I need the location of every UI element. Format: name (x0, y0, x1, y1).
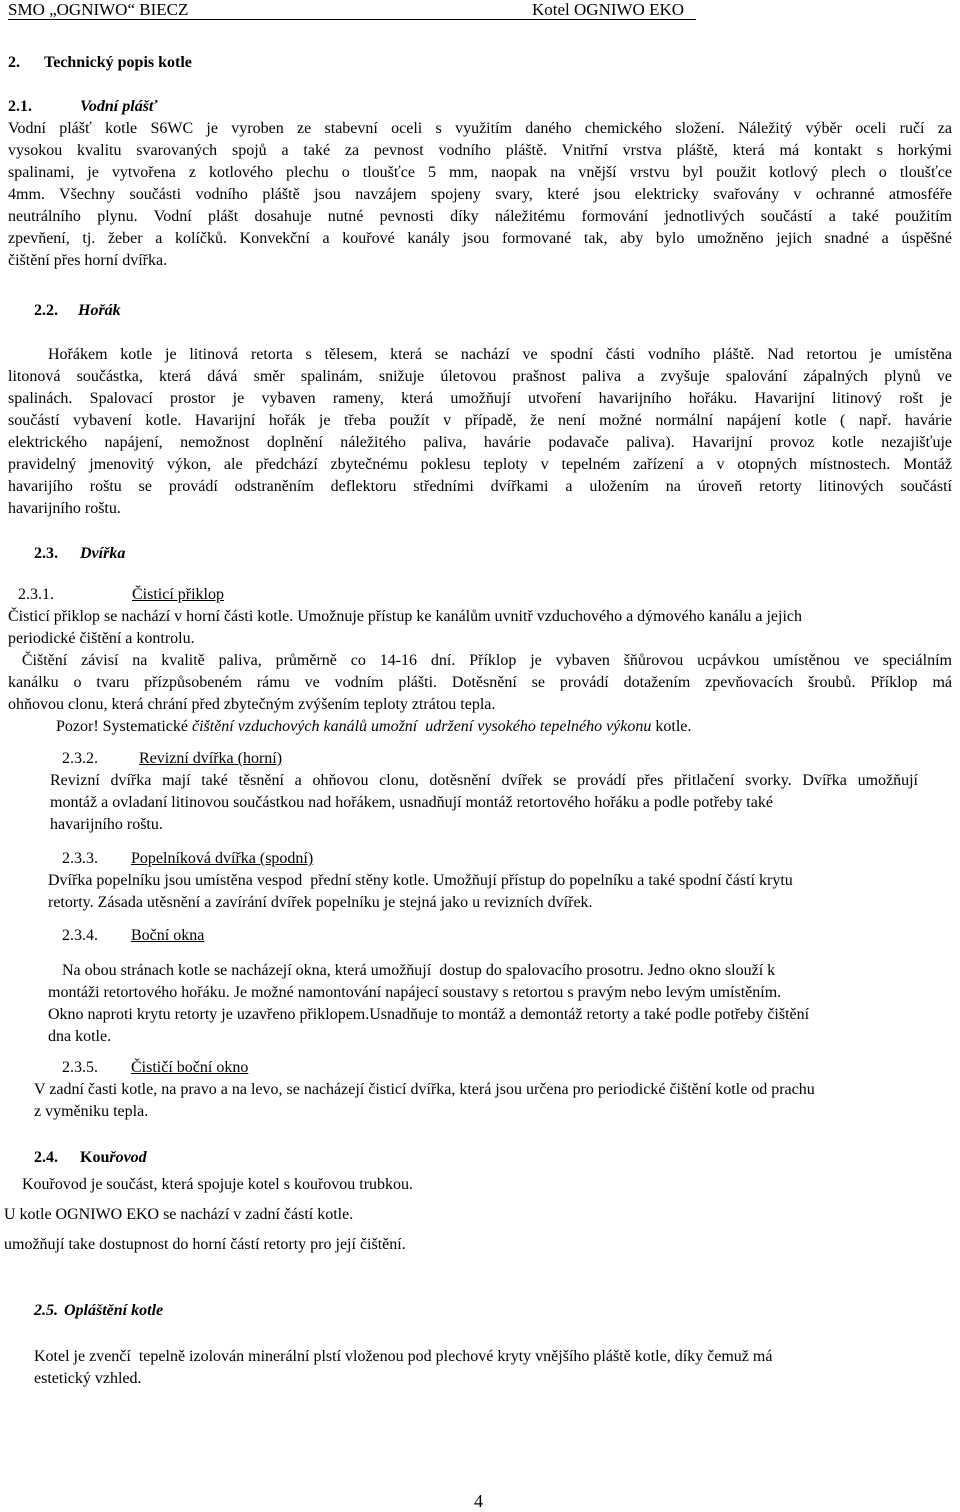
paragraph-line: Revizní dvířka mají také těsnění a ohňovou clonu, dotěsnění dvířek se provádí přes přitlačení svorky. Dvířka umožňují (50, 772, 918, 789)
section-number: 2. (8, 54, 20, 71)
paragraph-line: zpevňení, tj. žeber a kolíčků. Konvekční a kouřové kanály jsou formované tak, aby bylo umožněno jejich snadné a úspěšné (8, 230, 952, 247)
section-2-1-body (8, 118, 952, 272)
section-2-3-2-heading (62, 748, 283, 770)
note-prefix: Pozor! Systematické (56, 718, 192, 735)
paragraph-line: 4mm. Všechny součásti vodního pláště jsou navzájem spojeny svary, které jsou elektricky svařovány v ochranné atmosféře (8, 186, 952, 203)
paragraph-line: V zadní časti kotle, na pravo a na levo, se nacházejí čisticí dvířka, která jsou určena pro periodické čištění kotle od prachu (34, 1081, 815, 1098)
section-2-5-body (34, 1346, 952, 1390)
note-emphasis: čištění vzduchových kanálů umožní udržení vysokého tepelného výkonu (191, 718, 652, 735)
section-number: 2.2. (34, 302, 58, 319)
paragraph-line: Kouřovod je součást, která spojuje kotel s kouřovou trubkou. (22, 1176, 414, 1193)
header-rule (8, 19, 696, 20)
section-title: Boční okna (131, 927, 205, 944)
paragraph-line: montáž a ovladaní litinovou součástkou nad hořákem, usnadňují montáž retortového hořáku a podle potřeby také (50, 794, 773, 811)
section-2-3-2-body (50, 770, 918, 836)
paragraph-line: Okno naproti krytu retorty je uzavřeno přiklopem.Usnadňuje to montáž a demontáž retorty a také podle potřeby čištění (48, 1006, 810, 1023)
section-2-3-4-heading (62, 925, 205, 947)
section-2-3-1-body (8, 606, 952, 738)
paragraph-line: Vodní plášť kotle S6WC je vyroben ze stabevní oceli s využitím daného chemického složení. Náležitý výběr oceli ručí za (8, 120, 952, 137)
section-number: 2.3.1. (18, 586, 54, 603)
paragraph-line: Kotel je zvenčí tepelně izolován minerální plstí vloženou pod plechové kryty vnějšího pláště kotle, díky čemuž má (34, 1348, 773, 1365)
section-title: Dvířka (80, 545, 126, 562)
paragraph-line: U kotle OGNIWO EKO se nachází v zadní částí kotle. (4, 1206, 354, 1223)
section-title (80, 1147, 147, 1169)
section-title: Hořák (78, 302, 121, 319)
section-title: Čisticí přiklop (132, 586, 224, 603)
paragraph-line: Dvířka popelníku jsou umístěna vespod přední stěny kotle. Umožňují přístup do popelníku a také spodní částí krytu (48, 872, 793, 889)
paragraph-line: retorty. Zásada utěsnění a zavírání dvířek popelníku je stejná jako u revizních dvířek. (48, 894, 593, 911)
section-2-1-heading (8, 96, 158, 118)
header-left: SMO „OGNIWO“ BIECZ (8, 0, 189, 19)
paragraph-line: Čištění závisí na kvalitě paliva, průměrně co 14-16 dní. Příklop je vybaven šňůrovou ucpávkou umístěnou ve speciálním (8, 652, 952, 669)
paragraph-line: čištění přes horní dvířka. (8, 252, 168, 269)
paragraph-line: periodické čištění a kontrolu. (8, 630, 195, 647)
paragraph-line: havarijího roštu se provádí odstraněním deflektoru středními dvířkami a uložením na úroveň retorty litinových součástí (8, 478, 952, 495)
section-title: Popelníková dvířka (spodní) (131, 850, 314, 867)
section-2-4-body (4, 1174, 944, 1256)
section-2-2-body (8, 344, 952, 520)
header-right: Kotel OGNIWO EKO (532, 0, 685, 19)
section-number: 2.3.4. (62, 927, 98, 944)
section-2-3-4-body (48, 960, 952, 1048)
paragraph-line: montáži retortového hořáku. Je možné namontování napájecí soustavy s retortou s pravým nebo levým umístěním. (48, 984, 782, 1001)
note-line (8, 716, 952, 738)
page-header (8, 0, 708, 22)
section-title: Vodní plášť (80, 98, 158, 115)
section-title: Revizní dvířka (horní) (139, 750, 283, 767)
note-suffix: kotle. (651, 718, 692, 735)
paragraph-line: Na obou stránach kotle se nacházejí okna, která umožňují dostup do spalovacího prosotru. Jedno okno slouží k (62, 962, 776, 979)
paragraph-line: ohňovou clonu, která chrání před zbytečným zvýšením teploty ztrátou tepla. (8, 696, 496, 713)
section-title: Technický popis kotle (44, 54, 192, 71)
paragraph-line: vysokou kvalitu svarovaných spojů a také za pevnost vodního pláště. Vnitřní vrstva pláště, která má kontakt s horkými (8, 142, 952, 159)
paragraph-line: Hořákem kotle je litinová retorta s tělesem, která se nachází ve spodní části vodního pláště. Nad retortou je umístěna (48, 346, 952, 363)
section-2-heading (8, 52, 192, 74)
paragraph-line: spalinách. Spalovací prostor je vybaven rameny, která umožňují utvoření havarijního hořáku. Havarijní litinový rošt je (8, 390, 952, 407)
section-2-3-5-heading (62, 1057, 249, 1079)
section-2-3-5-body (34, 1079, 952, 1123)
paragraph-line: kanálku o tvaru přízpůsobeném rámu ve vodním plášti. Dotěsnění se provádí dotažením zpevňovacích šroubů. Příklop má (8, 674, 952, 691)
paragraph-line: havarijního roštu. (8, 500, 121, 517)
section-2-3-3-body (48, 870, 932, 914)
paragraph-line: elektrického napájení, nemožnost doplnění náležitého paliva, havárie podavače paliva). Havarijní provoz kotle nezajišťuje (8, 434, 952, 451)
paragraph-line: litonová součástka, která dává směr spalinám, snižuje úletovou prašnost paliva a zvyšuje spalování zápalných plynů ve (8, 368, 952, 385)
paragraph-line: součástí vybavení kotle. Havarijní hořák je třeba použít v případě, že není možné normální napájení kotle ( např. havárie (8, 412, 952, 429)
section-number: 2.5. (34, 1302, 58, 1319)
paragraph-line: z vyměniku tepla. (34, 1103, 149, 1120)
section-2-4-heading (34, 1147, 147, 1169)
paragraph-line: Čisticí přiklop se nachází v horní části kotle. Umožnuje přístup ke kanálům uvnitř vzduchového a dýmového kanálu a jejich (8, 608, 803, 625)
section-title: Čističí boční okno (131, 1059, 249, 1076)
section-number: 2.1. (8, 98, 32, 115)
paragraph-line: dna kotle. (48, 1028, 112, 1045)
section-2-3-3-heading (62, 848, 314, 870)
paragraph-line: neutrálního plynu. Vodní plášt dosahuje nutné pevnosti díky náležitému formování jednotlivých součástí a také použitím (8, 208, 952, 225)
section-number: 2.4. (34, 1149, 58, 1166)
section-title: Opláštění kotle (64, 1302, 164, 1319)
section-number: 2.3.2. (62, 750, 98, 767)
section-2-3-heading (34, 543, 126, 565)
section-2-2-heading (34, 300, 121, 322)
paragraph-line: havarijního roštu. (50, 816, 163, 833)
section-title-part: Kou (80, 1149, 110, 1166)
paragraph-line: spalinami, je vytvořena z kotlového plechu o tloušťce 5 mm, naopak na vnější vrstvu byl použit kotlový plech o tloušťce (8, 164, 952, 181)
section-title-part: řovod (109, 1149, 147, 1166)
paragraph-line: pravidelný jmenovitý výkon, ale předchází zbytečnému poklesu teploty v tepelném zařízení a v otopných místnostech. Montáž (8, 456, 952, 473)
section-2-3-1-heading (18, 584, 224, 606)
page-number: 4 (474, 1491, 483, 1511)
section-number: 2.3.5. (62, 1059, 98, 1076)
paragraph-line: umožňují take dostupnost do horní částí retorty pro její čištění. (4, 1236, 406, 1253)
paragraph-line: estetický vzhled. (34, 1370, 142, 1387)
section-2-5-heading (34, 1300, 164, 1322)
section-number: 2.3. (34, 545, 58, 562)
section-number: 2.3.3. (62, 850, 98, 867)
